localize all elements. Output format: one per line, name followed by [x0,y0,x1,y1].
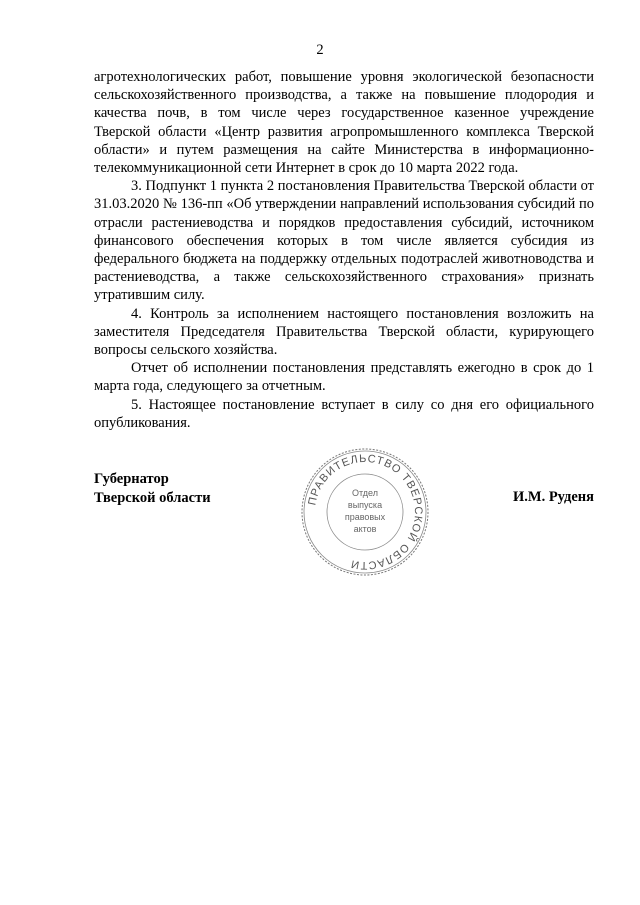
signatory-title-line-2: Тверской области [94,489,211,506]
stamp-inner-line-3: правовых [344,512,386,522]
stamp-inner-line-4: актов [353,524,377,534]
signatory-name: И.М. Руденя [512,489,594,505]
document-body [94,68,594,432]
paragraph-item-3: 3. Подпункт 1 пункта 2 постановления Правительства Тверской области от 31.03.2020 № 136-пп «Об утверждении направлений использования субсидий по отрасли растениеводства и порядков предоставления субсидий, источником финансового обеспечения которых в том числе является субсидия из федерального бюджета на поддержку отдельных подотраслей животноводства и растениеводства, а также сельскохозяйственного страхования» признать утратившим силу. [94,178,594,304]
stamp-inner-line-1: Отдел [351,488,379,498]
stamp-ring-text: ПРАВИТЕЛЬСТВО ТВЕРСКОЙ ОБЛАСТИ [306,452,425,572]
stamp-inner-line-2: выпуска [347,500,383,510]
paragraph-item-4: 4. Контроль за исполнением настоящего постановления возложить на заместителя Председателя Правительства Тверской области, курирующего вопросы сельского хозяйства. [94,305,594,359]
official-stamp [299,446,431,578]
page-number: 2 [316,42,324,58]
paragraph-report: Отчет об исполнении постановления представлять ежегодно в срок до 1 марта года, следующего за отчетным. [94,360,594,395]
paragraph-item-5: 5. Настоящее постановление вступает в силу со дня его официального опубликования. [94,396,594,431]
signatory-title-line-1: Губернатор [94,471,169,487]
stamp-graphic [299,446,431,578]
paragraph-continuation: агротехнологических работ, повышение уровня экологической безопасности сельскохозяйственного производства, а также на повышение плодородия и качества почв, в том числе через государственное казенное учреждение Тверской области «Центр развития агропромышленного комплекса Тверской области» и путем размещения на сайте Министерства в информационно-телекоммуникационной сети Интернет в срок до 10 марта 2022 года. [94,69,594,177]
